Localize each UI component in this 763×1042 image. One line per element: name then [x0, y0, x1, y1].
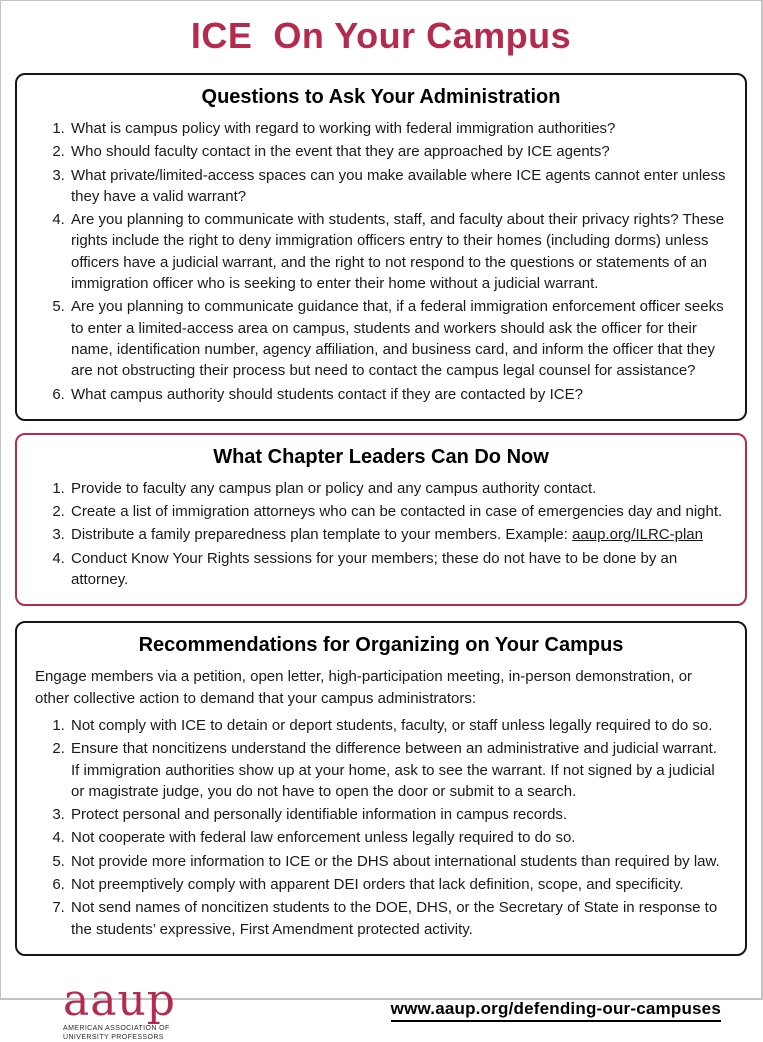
recommendation-item: 2. Ensure that noncitizens understand the difference between an administrative and judicial warrant. If immigration authorities show up at your home, ask to see the warrant. If not signed by a judicial or magistrate judge, you do not have to open the door or submit to a search.	[69, 738, 729, 802]
recommendation-item: 1. Not comply with ICE to detain or deport students, faculty, or staff unless legally required to do so.	[69, 715, 729, 736]
aaup-logo-wordmark: aaup	[63, 974, 176, 1026]
defending-campuses-link[interactable]: www.aaup.org/defending-our-campuses	[391, 999, 721, 1022]
aaup-logo-subtext-line2: UNIVERSITY PROFESSORS	[63, 1033, 164, 1041]
question-item: 2. Who should faculty contact in the event that they are approached by ICE agents?	[69, 141, 729, 162]
section-questions	[15, 73, 747, 421]
action-item: 4. Conduct Know Your Rights sessions for your members; these do not have to be done by an attorney.	[69, 548, 729, 591]
action-item: 2. Create a list of immigration attorneys who can be contacted in case of emergencies day and night.	[69, 501, 729, 522]
section-chapter-leaders-heading: What Chapter Leaders Can Do Now	[213, 445, 549, 468]
recommendation-item: 5. Not provide more information to ICE or the DHS about international students than required by law.	[69, 851, 729, 872]
question-item: 4. Are you planning to communicate with students, staff, and faculty about their privacy rights? These rights include the right to deny immigration officers entry to their homes (including dorms) unless officers have a judicial warrant, and the right to not respond to the questions or statements of an immigration officer who is seeking to enter their home without a judicial warrant.	[69, 209, 729, 294]
question-item: 5. Are you planning to communicate guidance that, if a federal immigration enforcement officer seeks to enter a limited-access area on campus, students and workers should ask the officer for their name, identification number, agency affiliation, and business card, and inform the officer that they are not obstructing their process but need to contact the campus legal counsel for assistance?	[69, 296, 729, 381]
question-item: 6. What campus authority should students contact if they are contacted by ICE?	[69, 384, 729, 405]
question-item: 1. What is campus policy with regard to working with federal immigration authorities?	[69, 118, 729, 139]
recommendation-item: 3. Protect personal and personally identifiable information in campus records.	[69, 804, 729, 825]
question-item: 3. What private/limited-access spaces can you make available where ICE agents cannot enter unless they have a valid warrant?	[69, 165, 729, 208]
footer	[1, 968, 761, 1042]
section-recommendations-heading: Recommendations for Organizing on Your Campus	[138, 634, 624, 657]
recommendation-item: 6. Not preemptively comply with apparent DEI orders that lack definition, scope, and specificity.	[69, 874, 729, 895]
ilrc-plan-link[interactable]: aaup.org/ILRC-plan	[572, 526, 703, 544]
section-recommendations	[15, 621, 747, 956]
page-title: ICE On Your Campus	[190, 15, 572, 56]
action-item: 1. Provide to faculty any campus plan or policy and any campus authority contact.	[69, 478, 729, 499]
questions-list	[33, 118, 729, 405]
section-questions-heading: Questions to Ask Your Administration	[201, 86, 561, 108]
aaup-logo-subtext	[63, 1024, 176, 1042]
recommendations-intro: Engage members via a petition, open letter, high-participation meeting, in-person demonstration, or other collective action to demand that your campus administrators:	[35, 668, 693, 707]
action-item-text: Distribute a family preparedness plan template to your members. Example:	[71, 526, 573, 544]
recommendation-item: 4. Not cooperate with federal law enforcement unless legally required to do so.	[69, 827, 729, 848]
action-item	[69, 524, 729, 545]
recommendations-list	[33, 715, 729, 940]
aaup-logo	[63, 974, 176, 1042]
aaup-logo-subtext-line1: AMERICAN ASSOCIATION OF	[63, 1024, 170, 1032]
section-chapter-leaders	[15, 433, 747, 606]
recommendation-item: 7. Not send names of noncitizen students to the DOE, DHS, or the Secretary of State in response to the students’ expressive, First Amendment protected activity.	[69, 897, 729, 940]
chapter-leaders-list	[33, 478, 729, 590]
